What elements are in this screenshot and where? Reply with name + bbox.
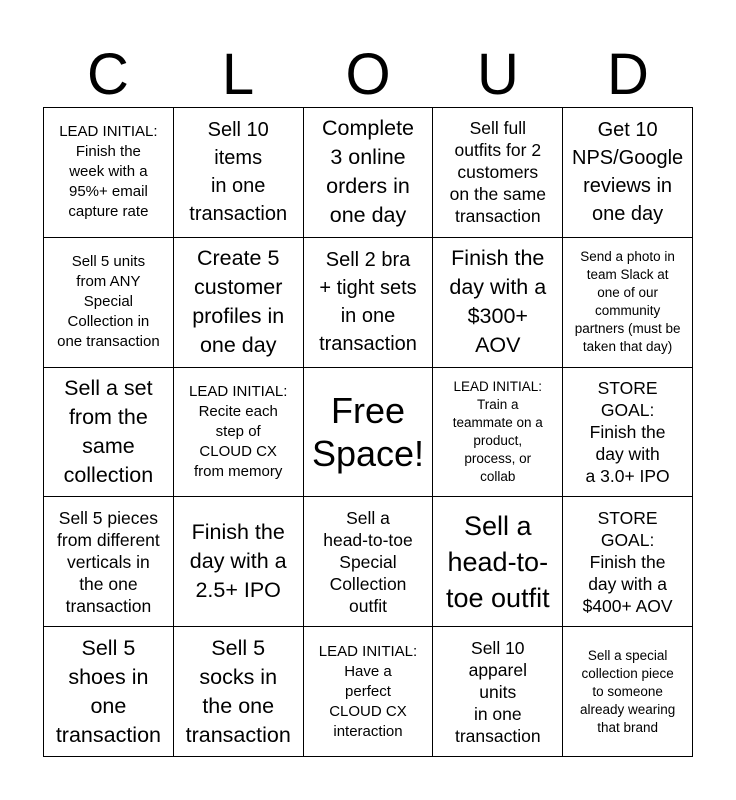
cell-text: STORE GOAL: Finish the day with a $400+ AOV: [582, 507, 673, 616]
bingo-cell[interactable]: [174, 238, 304, 368]
cell-text: Complete 3 online orders in one day: [321, 116, 414, 228]
cell-text: Send a photo in team Slack at one of our community partners (must be taken that day): [574, 249, 681, 355]
bingo-cell[interactable]: [563, 108, 693, 238]
cell-text: Free Space!: [311, 389, 425, 474]
bingo-cell[interactable]: [44, 627, 174, 757]
cell-text: STORE GOAL: Finish the day with a 3.0+ IPO: [585, 377, 670, 486]
bingo-cell[interactable]: [433, 497, 563, 627]
bingo-cell[interactable]: [563, 497, 693, 627]
bingo-cell[interactable]: [433, 238, 563, 368]
bingo-cell[interactable]: [433, 108, 563, 238]
bingo-cell[interactable]: [433, 368, 563, 498]
header-letter-u: U: [477, 42, 519, 107]
cell-text: Sell 5 units from ANY Special Collection in one transaction: [57, 253, 160, 351]
bingo-cell[interactable]: [304, 108, 434, 238]
header-letter-l: L: [221, 42, 255, 107]
bingo-cell[interactable]: [174, 368, 304, 498]
bingo-cell[interactable]: [44, 108, 174, 238]
cell-text: Sell full outfits for 2 customers on the same transaction: [449, 118, 546, 227]
cell-text: Sell 5 shoes in one transaction: [55, 635, 161, 747]
bingo-cell[interactable]: [174, 108, 304, 238]
bingo-cell[interactable]: [174, 627, 304, 757]
cell-text: LEAD INITIAL: Finish the week with a 95%+ email capture rate: [59, 123, 158, 221]
bingo-cell[interactable]: [563, 627, 693, 757]
cell-text: Sell a head-to-toe Special Collection outfit: [323, 507, 413, 616]
bingo-cell[interactable]: [44, 368, 174, 498]
cell-text: LEAD INITIAL: Have a perfect CLOUD CX interaction: [318, 642, 418, 740]
cell-text: Sell 10 items in one transaction: [189, 119, 288, 226]
cell-text: Sell 5 socks in the one transaction: [185, 635, 291, 747]
cell-text: Sell 5 pieces from different verticals in the one transaction: [57, 507, 160, 616]
cell-text: Create 5 customer profiles in one day: [192, 246, 285, 358]
bingo-header: [43, 40, 693, 110]
free-space-cell[interactable]: [304, 368, 434, 498]
cell-text: LEAD INITIAL: Train a teammate on a product, process, or collab: [452, 378, 543, 484]
bingo-cell[interactable]: [563, 238, 693, 368]
cell-text: Sell 2 bra + tight sets in one transaction: [319, 249, 417, 356]
bingo-cell[interactable]: [304, 497, 434, 627]
cell-text: Sell a set from the same collection: [63, 375, 154, 487]
bingo-cell[interactable]: [44, 497, 174, 627]
cell-text: Finish the day with a $300+ AOV: [449, 246, 547, 358]
cell-text: Get 10 NPS/Google reviews in one day: [572, 119, 684, 226]
cell-text: LEAD INITIAL: Recite each step of CLOUD CX from memory: [189, 382, 288, 480]
cell-text: Sell 10 apparel units in one transaction: [454, 637, 541, 746]
header-letter-d: D: [607, 42, 649, 107]
header-letter-o: O: [345, 42, 391, 107]
bingo-cell[interactable]: [304, 627, 434, 757]
header-letter-c: C: [87, 42, 129, 107]
cell-text: Sell a special collection piece to someone already wearing that brand: [579, 647, 676, 735]
bingo-cell[interactable]: [304, 238, 434, 368]
bingo-cell[interactable]: [44, 238, 174, 368]
bingo-cell[interactable]: [433, 627, 563, 757]
bingo-cell[interactable]: [563, 368, 693, 498]
cell-text: Finish the day with a 2.5+ IPO: [189, 520, 287, 603]
bingo-grid: [43, 107, 693, 757]
bingo-cell[interactable]: [174, 497, 304, 627]
cell-text: Sell a head-to- toe outfit: [446, 510, 550, 613]
